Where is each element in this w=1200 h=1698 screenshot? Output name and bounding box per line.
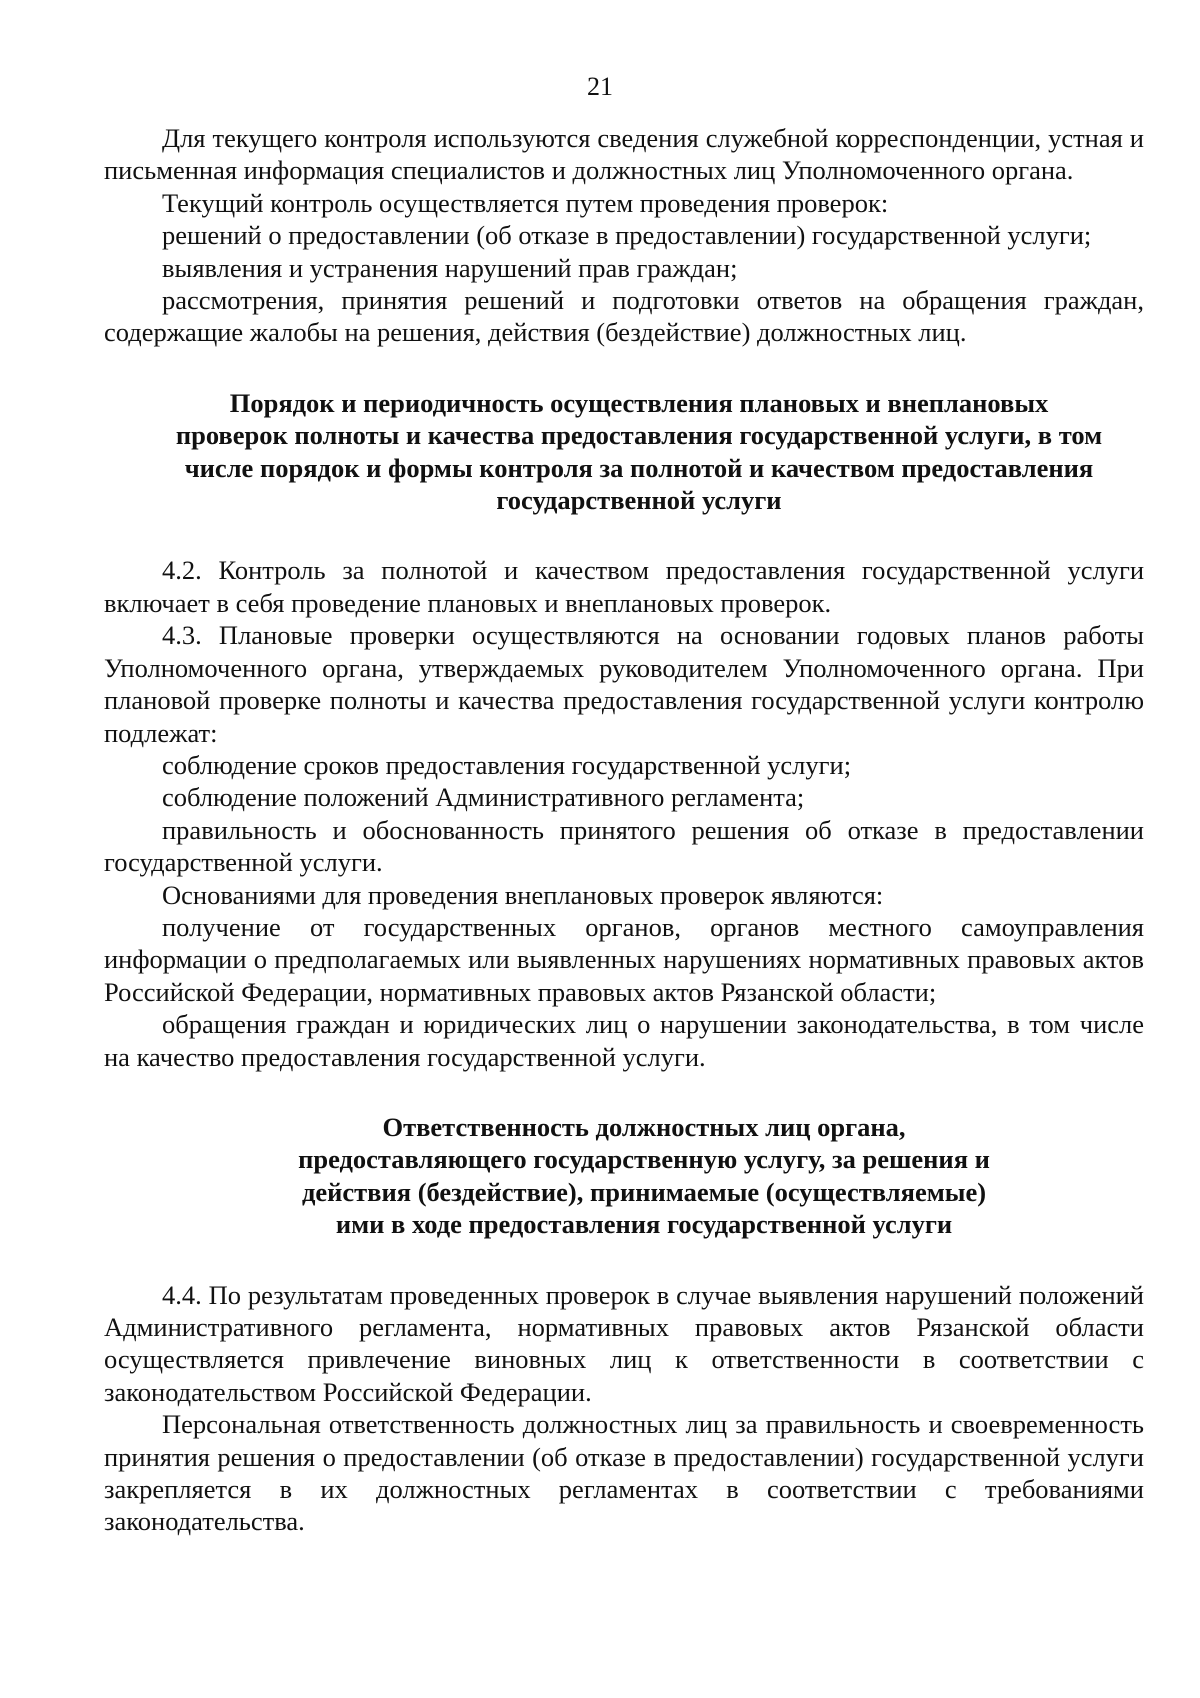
page-number: 21 bbox=[587, 72, 613, 101]
heading-line: ими в ходе предоставления государственной услуги bbox=[335, 1209, 953, 1240]
paragraph: 4.2. Контроль за полнотой и качеством предоставления государственной услуги включает в себя проведение плановых и внеплановых проверок. bbox=[104, 555, 1144, 618]
section-heading-responsibility bbox=[104, 1111, 1144, 1241]
heading-line: предоставляющего государственную услугу, за решения и bbox=[298, 1144, 990, 1175]
paragraph: соблюдение положений Административного регламента; bbox=[162, 782, 805, 813]
heading-line: Порядок и периодичность осуществления плановых и внеплановых bbox=[229, 387, 1049, 418]
paragraph: Текущий контроль осуществляется путем проведения проверок: bbox=[162, 187, 889, 218]
paragraph: 4.4. По результатам проведенных проверок в случае выявления нарушений положений Административного регламента, нормативных правовых актов Рязанской области осуществляется привлечение виновных лиц к ответственности в соответствии с законодательством Российской Федерации. bbox=[104, 1279, 1144, 1407]
paragraph: Персональная ответственность должностных лиц за правильность и своевременность принятия решения о предоставлении (об отказе в предоставлении) государственной услуги закрепляется в их должностных регламентах в соответствии с требованиями законодательства. bbox=[104, 1409, 1144, 1537]
section-heading-inspections bbox=[104, 387, 1144, 517]
heading-line: государственной услуги bbox=[496, 485, 782, 516]
section-inspections bbox=[104, 554, 1144, 1073]
paragraph: выявления и устранения нарушений прав граждан; bbox=[162, 252, 738, 283]
paragraph: 4.3. Плановые проверки осуществляются на основании годовых планов работы Уполномоченного органа, утверждаемых руководителем Уполномоченного органа. При плановой проверке полноты и качества предоставления государственной услуги контролю подлежат: bbox=[104, 620, 1144, 748]
section-current-control bbox=[104, 122, 1144, 349]
paragraph: рассмотрения, принятия решений и подготовки ответов на обращения граждан, содержащие жалобы на решения, действия (бездействие) должностных лиц. bbox=[104, 285, 1144, 348]
heading-line: действия (бездействие), принимаемые (осуществляемые) bbox=[301, 1176, 987, 1207]
section-responsibility bbox=[104, 1279, 1144, 1538]
paragraph: решений о предоставлении (об отказе в предоставлении) государственной услуги; bbox=[162, 220, 1092, 251]
heading-line: числе порядок и формы контроля за полнотой и качеством предоставления bbox=[184, 452, 1094, 483]
heading-line: проверок полноты и качества предоставления государственной услуги, в том bbox=[175, 420, 1103, 451]
paragraph: Для текущего контроля используются сведения служебной корреспонденции, устная и письменная информация специалистов и должностных лиц Уполномоченного органа. bbox=[104, 123, 1144, 186]
paragraph: соблюдение сроков предоставления государственной услуги; bbox=[162, 749, 852, 780]
heading-line: Ответственность должностных лиц органа, bbox=[382, 1111, 906, 1142]
paragraph: правильность и обоснованность принятого решения об отказе в предоставлении государственной услуги. bbox=[104, 814, 1144, 878]
document-body bbox=[104, 122, 1144, 1538]
paragraph: Основаниями для проведения внеплановых проверок являются: bbox=[162, 879, 884, 910]
paragraph: обращения граждан и юридических лиц о нарушении законодательства, в том числе на качество предоставления государственной услуги. bbox=[104, 1009, 1144, 1072]
paragraph: получение от государственных органов, органов местного самоуправления информации о предполагаемых или выявленных нарушениях нормативных правовых актов Российской Федерации, нормативных правовых актов Рязанской области; bbox=[104, 911, 1144, 1007]
